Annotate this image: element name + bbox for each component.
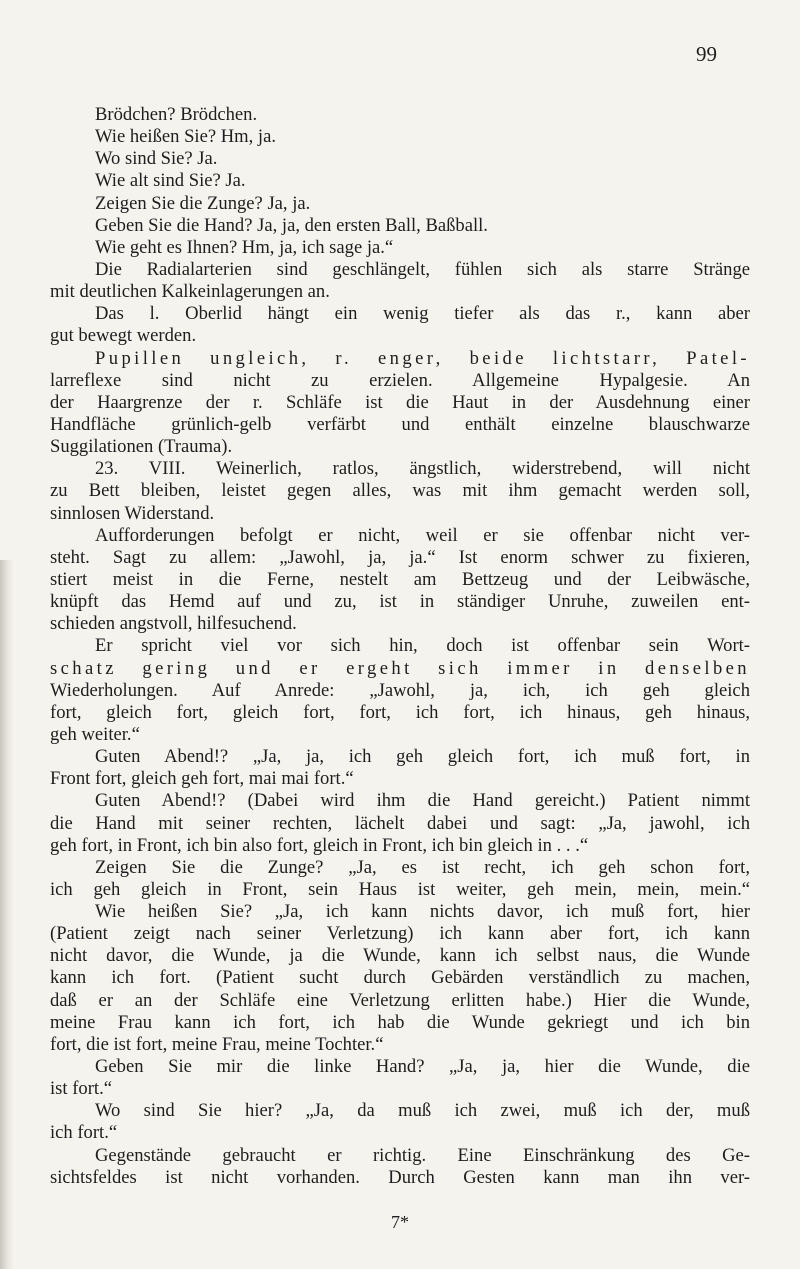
text-line: Wie alt sind Sie? Ja. <box>95 170 246 192</box>
text-line-spaced: Er spricht viel vor sich hin, doch ist offenbar sein Wort- <box>95 635 750 657</box>
text-line: sinnlosen Widerstand. <box>50 502 215 524</box>
text-line: Zeigen Sie die Zunge? „Ja, es ist recht, ich geh schon fort, <box>95 856 750 878</box>
text-line: mit deutlichen Kalkeinlagerungen an. <box>50 281 330 303</box>
text-line: ich fort.“ <box>50 1122 118 1144</box>
text-line: nicht davor, die Wunde, ja die Wunde, kann ich selbst naus, die Wunde <box>50 945 750 967</box>
text-line: (Patient zeigt nach seiner Verletzung) ich kann aber fort, ich kann <box>50 923 750 945</box>
text-line: Geben Sie mir die linke Hand? „Ja, ja, hier die Wunde, die <box>95 1056 750 1078</box>
text-line: Guten Abend!? (Dabei wird ihm die Hand gereicht.) Patient nimmt <box>95 790 750 812</box>
text-line-spaced: Pupillen ungleich, r. enger, beide lichtstarr, Patel- <box>95 347 750 369</box>
text-line: daß er an der Schläfe eine Verletzung erlitten habe.) Hier die Wunde, <box>50 989 750 1011</box>
text-line-spaced: schatz gering und er ergeht sich immer in denselben <box>50 657 750 679</box>
text-line: geh weiter.“ <box>50 723 140 745</box>
text-line: die Hand mit seiner rechten, lächelt dabei und sagt: „Ja, jawohl, ich <box>50 812 750 834</box>
text-line: Wo sind Sie? Ja. <box>95 148 218 170</box>
text-line: Zeigen Sie die Zunge? Ja, ja. <box>95 192 311 214</box>
text-line: Front fort, gleich geh fort, mai mai fort.“ <box>50 768 354 790</box>
text-line-spaced: Wiederholungen. Auf Anrede: „Jawohl, ja, ich, ich geh gleich <box>50 679 750 701</box>
page-body-text <box>50 104 750 1189</box>
text-line: Aufforderungen befolgt er nicht, weil er sie offenbar nicht ver- <box>95 524 750 546</box>
text-line: ich geh gleich in Front, sein Haus ist weiter, geh mein, mein, mein.“ <box>50 878 750 900</box>
text-line: Geben Sie die Hand? Ja, ja, den ersten Ball, Baßball. <box>95 214 488 236</box>
text-line: Wie geht es Ihnen? Hm, ja, ich sage ja.“ <box>95 236 394 258</box>
text-line: geh fort, in Front, ich bin also fort, gleich in Front, ich bin gleich in . . .“ <box>50 834 589 856</box>
text-line: Wie heißen Sie? „Ja, ich kann nichts davor, ich muß fort, hier <box>95 901 750 923</box>
page-number: 99 <box>696 42 717 66</box>
text-line: fort, gleich fort, gleich fort, fort, ich fort, ich hinaus, geh hinaus, <box>50 701 750 723</box>
text-line: Suggilationen (Trauma). <box>50 436 233 458</box>
text-line: ist fort.“ <box>50 1078 112 1100</box>
text-line: Guten Abend!? „Ja, ja, ich geh gleich fort, ich muß fort, in <box>95 746 750 768</box>
text-line: knüpft das Hemd auf und zu, ist in ständiger Unruhe, zuweilen ent- <box>50 591 750 613</box>
text-line: steht. Sagt zu allem: „Jawohl, ja, ja.“ Ist enorm schwer zu fixieren, <box>50 546 750 568</box>
text-line: der Haargrenze der r. Schläfe ist die Haut in der Ausdehnung einer <box>50 391 750 413</box>
text-line: kann ich fort. (Patient sucht durch Gebärden verständlich zu machen, <box>50 967 750 989</box>
text-line: sichtsfeldes ist nicht vorhanden. Durch Gesten kann man ihn ver- <box>50 1166 750 1188</box>
text-line: Die Radialarterien sind geschlängelt, fühlen sich als starre Stränge <box>95 258 750 280</box>
text-line: meine Frau kann ich fort, ich hab die Wunde gekriegt und ich bin <box>50 1011 750 1033</box>
text-line: Wie heißen Sie? Hm, ja. <box>95 126 276 148</box>
text-line: Brödchen? Brödchen. <box>95 104 258 125</box>
signature-mark: 7* <box>391 1212 409 1232</box>
text-line: Das l. Oberlid hängt ein wenig tiefer als das r., kann aber <box>95 303 750 325</box>
text-line: fort, die ist fort, meine Frau, meine Tochter.“ <box>50 1033 384 1055</box>
text-line: Wo sind Sie hier? „Ja, da muß ich zwei, muß ich der, muß <box>95 1100 750 1122</box>
text-line: Gegenstände gebraucht er richtig. Eine Einschränkung des Ge- <box>95 1144 750 1166</box>
text-line: stiert meist in die Ferne, nestelt am Bettzeug und der Leibwäsche, <box>50 568 750 590</box>
text-line: schieden angstvoll, hilfesuchend. <box>50 613 297 635</box>
text-line: 23. VIII. Weinerlich, ratlos, ängstlich, widerstrebend, will nicht <box>95 458 750 480</box>
text-line: zu Bett bleiben, leistet gegen alles, was mit ihm gemacht werden soll, <box>50 480 750 502</box>
page-edge-shadow <box>0 560 14 1269</box>
text-line-spaced: larreflexe sind nicht zu erzielen. Allgemeine Hypalgesie. An <box>50 369 750 391</box>
text-line: gut bewegt werden. <box>50 325 197 347</box>
text-line: Handfläche grünlich-gelb verfärbt und enthält einzelne blauschwarze <box>50 413 750 435</box>
